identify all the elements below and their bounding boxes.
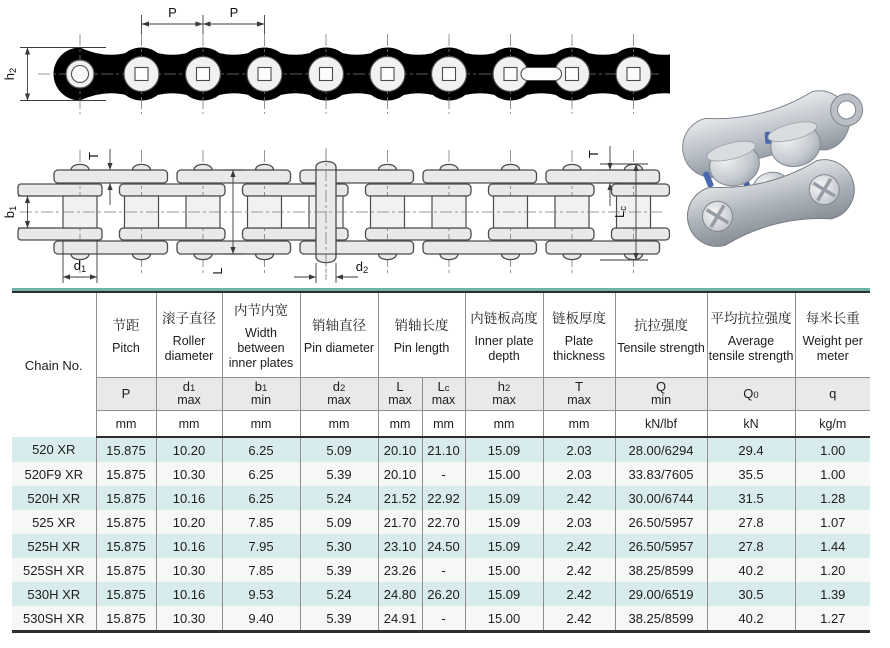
- column-group-header: [615, 292, 707, 378]
- cell-value: 38.25/8599: [615, 606, 707, 632]
- cell-value: 5.39: [300, 558, 378, 582]
- cell-value: 10.20: [156, 437, 222, 462]
- cell-value: 15.875: [96, 510, 156, 534]
- cell-value: 2.42: [543, 582, 615, 606]
- cell-value: 1.44: [820, 538, 846, 554]
- column-group-header: [795, 292, 870, 378]
- cell-chain-no: 530H XR: [12, 582, 96, 606]
- symbol-header: P: [96, 378, 156, 411]
- cell-value: 7.85: [222, 510, 300, 534]
- symbol-header: d1 max: [156, 378, 222, 411]
- cell-value: 15.09: [465, 534, 543, 558]
- cell-value: 27.8: [707, 510, 795, 534]
- column-group-header: [465, 292, 543, 378]
- cell-value: 38.25/8599: [615, 558, 707, 582]
- cell-value: 5.09: [300, 510, 378, 534]
- symbol-header: Q min: [615, 378, 707, 411]
- cell-value: 21.10: [422, 437, 465, 462]
- table-row: [12, 437, 870, 462]
- master-link-slot: [521, 68, 562, 81]
- table-row: [12, 534, 870, 558]
- cell-value: 1.00: [820, 442, 846, 458]
- cell-value: 24.50: [422, 534, 465, 558]
- column-header-en: Pitch: [112, 341, 140, 356]
- cell-value: 10.30: [156, 558, 222, 582]
- column-header-cn: 内链板高度: [470, 310, 538, 326]
- cell-value: 30.00/6744: [615, 486, 707, 510]
- unit-header: mm: [96, 411, 156, 438]
- symbol-header: q: [795, 378, 870, 411]
- cell-value: 1.20: [820, 562, 846, 578]
- cell-value: 10.16: [156, 486, 222, 510]
- cell-value: 10.30: [156, 462, 222, 486]
- cell-value: 5.24: [300, 486, 378, 510]
- table-row: [12, 486, 870, 510]
- cell-value: 21.52: [378, 486, 422, 510]
- cell-value: 6.25: [222, 462, 300, 486]
- column-header-en: Weight per meter: [802, 333, 863, 363]
- column-group-header: [222, 292, 300, 378]
- symbol-header: L max: [378, 378, 422, 411]
- b1-label: b1: [2, 205, 19, 219]
- cell-value: 1.39: [820, 586, 846, 602]
- unit-header: kg/m: [795, 411, 870, 438]
- cell-value: 26.50/5957: [615, 510, 707, 534]
- column-header-en: Width between inner plates: [228, 326, 294, 370]
- cell-value: 24.80: [378, 582, 422, 606]
- cell-value: 27.8: [707, 534, 795, 558]
- cell-value: 28.00/6294: [615, 437, 707, 462]
- table-row: [12, 582, 870, 606]
- dimension-d2: [294, 259, 368, 283]
- symbol-header: h2 max: [465, 378, 543, 411]
- cell-value: 15.875: [96, 606, 156, 632]
- cell-value: 2.03: [543, 437, 615, 462]
- cell-value: 20.10: [378, 462, 422, 486]
- unit-header: mm: [156, 411, 222, 438]
- unit-header: mm: [222, 411, 300, 438]
- cell-value: 2.42: [543, 534, 615, 558]
- cell-value: 9.53: [222, 582, 300, 606]
- column-header-cn: 节距: [112, 318, 140, 334]
- column-group-header: [300, 292, 378, 378]
- cell-value: 5.24: [300, 582, 378, 606]
- table-row: [12, 558, 870, 582]
- dimension-pitch: [142, 5, 265, 34]
- cell-chain-no: 525SH XR: [12, 558, 96, 582]
- cell-value: 22.92: [422, 486, 465, 510]
- l-label: L: [210, 267, 225, 275]
- column-header-en: Inner plate depth: [474, 333, 534, 363]
- pitch-label-2: P: [229, 5, 239, 20]
- cell-value: 5.30: [300, 534, 378, 558]
- d1-label: d1: [73, 258, 87, 275]
- cell-value: 2.42: [543, 558, 615, 582]
- table-row: [12, 462, 870, 486]
- cell-value: 15.00: [465, 558, 543, 582]
- table-row: [12, 510, 870, 534]
- cell-value: 15.875: [96, 486, 156, 510]
- cell-value: 15.00: [465, 606, 543, 632]
- cell-value: 5.39: [300, 462, 378, 486]
- cell-value: 15.00: [465, 462, 543, 486]
- cell-value: 7.95: [222, 534, 300, 558]
- h2-label: h2: [2, 67, 19, 81]
- cell-value: 15.09: [465, 510, 543, 534]
- column-group-header: [543, 292, 615, 378]
- lc-label: Lc: [612, 206, 629, 218]
- column-header-en: Pin diameter: [303, 341, 375, 356]
- cell-value: 26.50/5957: [615, 534, 707, 558]
- column-header-en: Average tensile strength: [708, 333, 794, 363]
- cell-value: 2.42: [543, 486, 615, 510]
- column-header-cn: 内节内宽: [234, 303, 288, 319]
- chain-3d-render: [645, 55, 890, 290]
- cell-value: 6.25: [222, 437, 300, 462]
- unit-header: mm: [422, 411, 465, 438]
- column-group-header: [707, 292, 795, 378]
- cell-value: 15.875: [96, 582, 156, 606]
- table-row: [12, 606, 870, 632]
- cell-value: 35.5: [707, 462, 795, 486]
- cell-value: -: [422, 558, 465, 582]
- unit-header: mm: [378, 411, 422, 438]
- cell-value: 40.2: [707, 558, 795, 582]
- cell-value: 24.91: [378, 606, 422, 632]
- chain-plan-view-drawing: [0, 140, 670, 290]
- cell-value: 10.16: [156, 582, 222, 606]
- cell-value: 2.03: [543, 510, 615, 534]
- cell-value: 1.27: [820, 610, 846, 626]
- cell-value: 15.09: [465, 486, 543, 510]
- spec-table: [12, 291, 870, 633]
- cell-value: 40.2: [707, 606, 795, 632]
- column-header-en: Plate thickness: [552, 333, 606, 363]
- t-left-label: T: [86, 152, 101, 160]
- cell-value: 15.875: [96, 558, 156, 582]
- symbol-header: d2 max: [300, 378, 378, 411]
- cell-value: 22.70: [422, 510, 465, 534]
- chain-side-view-drawing: [0, 2, 670, 150]
- cell-chain-no: 520F9 XR: [12, 462, 96, 486]
- cell-chain-no: 530SH XR: [12, 606, 96, 632]
- cell-value: 5.39: [300, 606, 378, 632]
- cell-value: 31.5: [707, 486, 795, 510]
- symbol-header: Q0: [707, 378, 795, 411]
- cell-value: 10.30: [156, 606, 222, 632]
- column-header-cn: 链板厚度: [552, 310, 607, 326]
- cell-value: 9.40: [222, 606, 300, 632]
- cell-value: 33.83/7605: [615, 462, 707, 486]
- symbol-header: Lc max: [422, 378, 465, 411]
- cell-value: 15.875: [96, 462, 156, 486]
- d2-label: d2: [355, 259, 369, 276]
- column-header-cn: 销轴长度: [394, 318, 449, 334]
- cell-chain-no: 525H XR: [12, 534, 96, 558]
- cell-value: 15.875: [96, 534, 156, 558]
- cell-value: 6.25: [222, 486, 300, 510]
- cell-value: -: [422, 462, 465, 486]
- cell-value: 21.70: [378, 510, 422, 534]
- pitch-label-1: P: [168, 5, 177, 20]
- cell-value: 15.09: [465, 582, 543, 606]
- unit-header: mm: [465, 411, 543, 438]
- column-header-cn: 每米长重: [805, 310, 860, 326]
- unit-header: mm: [300, 411, 378, 438]
- column-header-en: Tensile strength: [617, 341, 705, 356]
- cell-value: 23.26: [378, 558, 422, 582]
- unit-header: kN: [707, 411, 795, 438]
- column-header-cn: 抗拉强度: [634, 318, 689, 334]
- cell-value: 20.10: [378, 437, 422, 462]
- column-header-en: Roller diameter: [164, 333, 214, 363]
- cell-value: 29.4: [707, 437, 795, 462]
- cell-value: 2.03: [543, 462, 615, 486]
- unit-header: mm: [543, 411, 615, 438]
- cell-chain-no: 520 XR: [12, 437, 96, 462]
- chain-no-header: Chain No.: [12, 292, 96, 437]
- cell-value: 7.85: [222, 558, 300, 582]
- cell-value: 15.09: [465, 437, 543, 462]
- column-header-cn: 平均抗拉强度: [710, 310, 792, 326]
- cell-value: 1.00: [820, 466, 846, 482]
- symbol-header: T max: [543, 378, 615, 411]
- column-header-cn: 销轴直径: [312, 318, 366, 334]
- cell-chain-no: 520H XR: [12, 486, 96, 510]
- column-group-header: [156, 292, 222, 378]
- cell-value: 1.28: [820, 490, 846, 506]
- cell-value: 5.09: [300, 437, 378, 462]
- spec-table-wrap: [12, 288, 870, 633]
- column-group-header: [96, 292, 156, 378]
- connecting-pin: [316, 148, 336, 280]
- cell-value: 30.5: [707, 582, 795, 606]
- unit-header: kN/lbf: [615, 411, 707, 438]
- cell-value: 23.10: [378, 534, 422, 558]
- cell-value: 2.42: [543, 606, 615, 632]
- cell-value: -: [422, 606, 465, 632]
- cell-value: 1.07: [820, 514, 846, 530]
- cell-value: 10.16: [156, 534, 222, 558]
- cell-value: 15.875: [96, 437, 156, 462]
- column-group-header: [378, 292, 465, 378]
- cell-value: 10.20: [156, 510, 222, 534]
- cell-value: 29.00/6519: [615, 582, 707, 606]
- column-header-en: Pin length: [393, 341, 450, 356]
- symbol-header: b1 min: [222, 378, 300, 411]
- t-right-label: T: [586, 150, 601, 158]
- cell-chain-no: 525 XR: [12, 510, 96, 534]
- cell-value: 26.20: [422, 582, 465, 606]
- column-header-cn: 滚子直径: [162, 310, 216, 326]
